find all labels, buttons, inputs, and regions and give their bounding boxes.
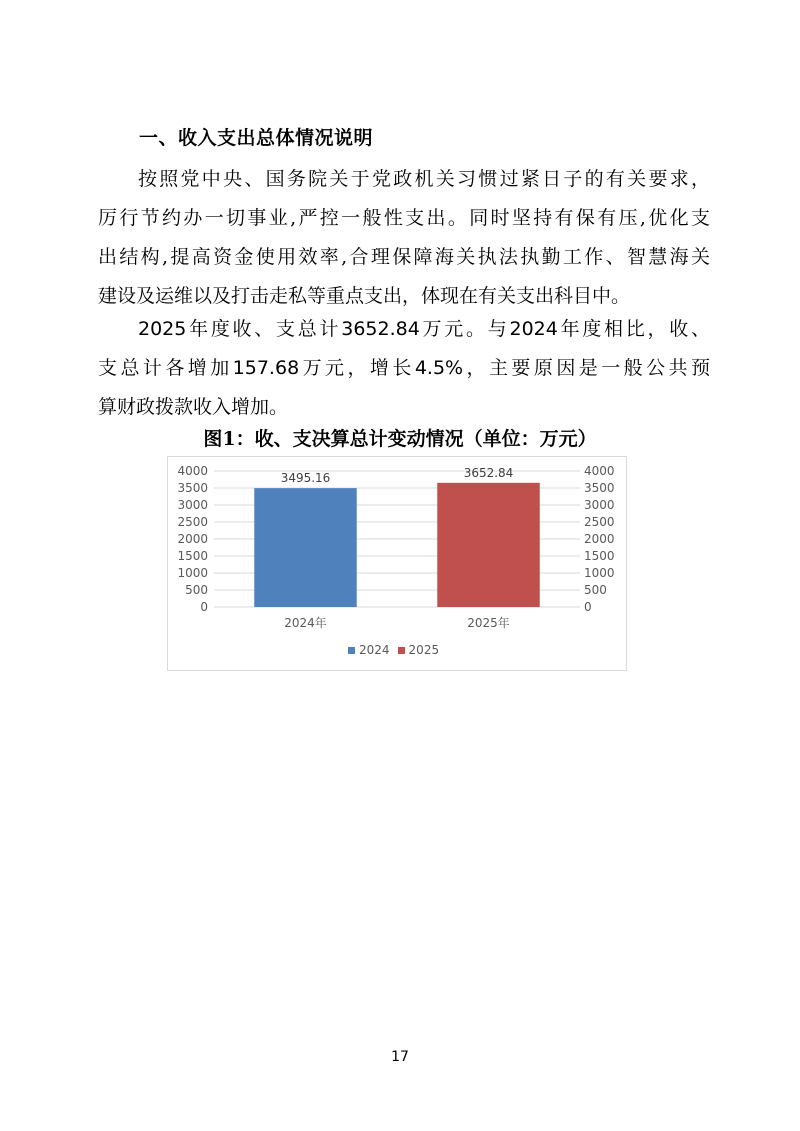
y-tick-label-left: 1500: [177, 549, 208, 563]
y-tick-label-left: 3500: [177, 481, 208, 495]
legend-label-2024: 2024: [359, 643, 390, 657]
data-label: 3495.16: [280, 471, 331, 486]
y-tick-label-left: 1000: [177, 566, 208, 580]
y-tick-label-right: 2000: [584, 532, 615, 546]
x-tick-label: 2024年: [284, 616, 327, 630]
data-label: 3652.84: [463, 465, 514, 480]
figure-title: 图1：收、支决算总计变动情况（单位：万元）: [203, 428, 597, 450]
bar-2025年: [437, 483, 539, 607]
y-tick-label-left: 2000: [177, 532, 208, 546]
page-number: 17: [391, 1049, 409, 1065]
paragraph-2: [98, 310, 710, 427]
y-tick-label-left: 500: [185, 583, 208, 597]
paragraph-line: 算财政拨款收入增加。: [98, 396, 289, 418]
legend-swatch-2025: [398, 647, 405, 654]
y-tick-label-right: 3000: [584, 498, 615, 512]
bar-chart: [167, 456, 627, 671]
paragraph-line: 厉行节约办一切事业,严控一般性支出。同时坚持有保有压,优化支: [98, 207, 710, 229]
y-tick-label-left: 4000: [177, 464, 208, 478]
y-tick-label-right: 2500: [584, 515, 615, 529]
paragraph-line: 出结构,提高资金使用效率,合理保障海关执法执勤工作、智慧海关: [98, 246, 710, 268]
y-tick-label-left: 3000: [177, 498, 208, 512]
y-tick-label-right: 500: [584, 583, 607, 597]
x-tick-label: 2025年: [467, 616, 510, 630]
y-tick-label-right: 1500: [584, 549, 615, 563]
y-tick-label-right: 1000: [584, 566, 615, 580]
chart-legend: [348, 643, 439, 657]
y-tick-label-left: 2500: [177, 515, 208, 529]
legend-label-2025: 2025: [408, 643, 440, 657]
legend-swatch-2024: [348, 647, 355, 654]
paragraph-line: 2025年度收、支总计3652.84万元。与2024年度相比，收、: [138, 318, 710, 340]
paragraph-line: 支总计各增加157.68万元，增长4.5%，主要原因是一般公共预: [98, 357, 710, 379]
y-tick-label-right: 4000: [584, 464, 615, 478]
section-heading: 一、收入支出总体情况说明: [139, 127, 374, 149]
paragraph-line: 建设及运维以及打击走私等重点支出，体现在有关支出科目中。: [98, 285, 631, 307]
paragraph-1: [98, 160, 710, 316]
y-tick-label-right: 0: [584, 600, 592, 614]
bar-2024年: [254, 488, 356, 607]
y-tick-label-left: 0: [200, 600, 208, 614]
chart-canvas: [168, 457, 626, 670]
y-tick-label-right: 3500: [584, 481, 615, 495]
paragraph-line: 按照党中央、国务院关于党政机关习惯过紧日子的有关要求，: [138, 168, 710, 190]
